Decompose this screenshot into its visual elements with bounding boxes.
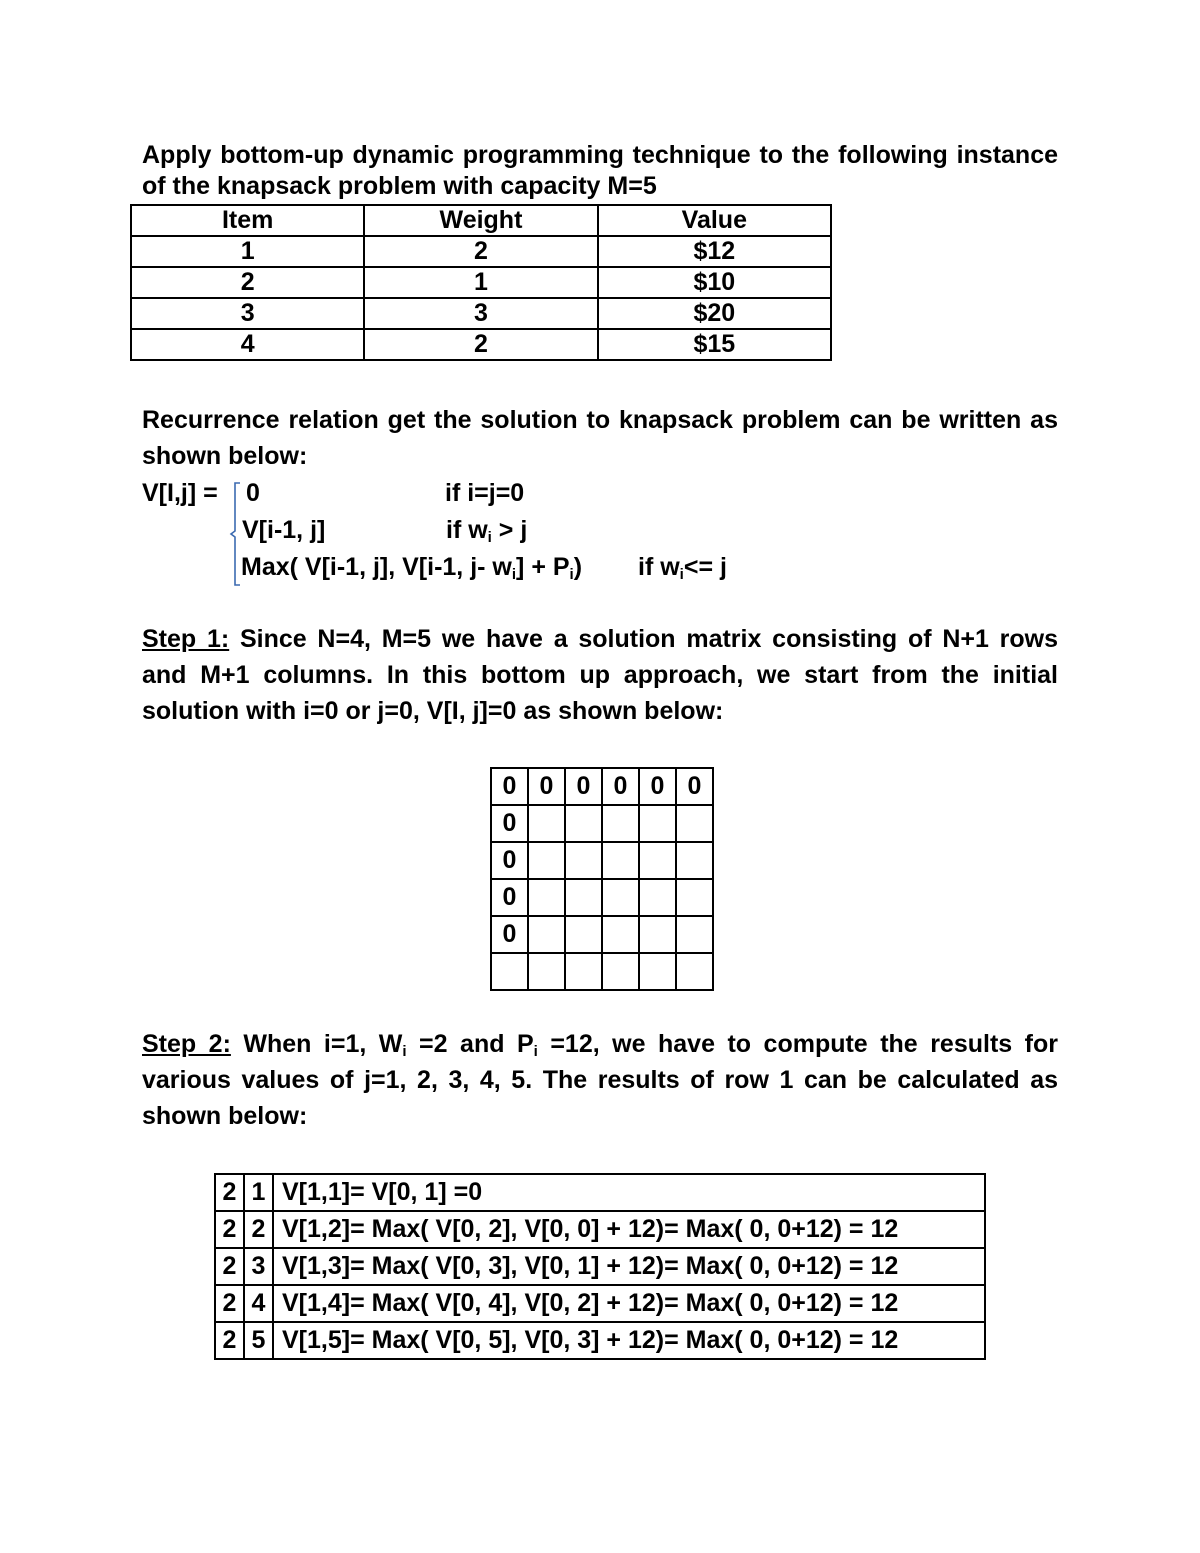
calc-j-cell: 5	[244, 1322, 273, 1359]
matrix-cell	[602, 953, 639, 990]
table-row	[491, 768, 713, 805]
case3-condition	[638, 552, 727, 582]
matrix-cell: 0	[528, 768, 565, 805]
value-cell: $10	[598, 267, 831, 298]
header-weight: Weight	[364, 205, 597, 236]
step2-label: Step 2:	[142, 1030, 231, 1058]
case2-cond-sub: i	[487, 529, 492, 546]
table-row	[215, 1285, 985, 1322]
recurrence-lhs: V[I,j] =	[142, 479, 218, 507]
matrix-cell	[565, 879, 602, 916]
step1-text: Since N=4, M=5 we have a solution matrix consisting of N+1 rows and M+1 columns. In this bottom up approach, we start from the initial solution with i=0 or j=0, V[I, j]=0 as shown below:	[142, 625, 1058, 725]
calc-i-cell: 2	[215, 1322, 244, 1359]
item-cell: 3	[131, 298, 364, 329]
case3-post: )	[573, 553, 583, 581]
weight-cell: 2	[364, 236, 597, 267]
case2-value: V[i-1, j]	[242, 516, 326, 544]
calc-formula-cell: V[1,1]= V[0, 1] =0	[273, 1174, 985, 1211]
calc-j-cell: 2	[244, 1211, 273, 1248]
item-cell: 4	[131, 329, 364, 360]
calc-formula-cell: V[1,5]= Max( V[0, 5], V[0, 3] + 12)= Max( 0, 0+12) = 12	[273, 1322, 985, 1359]
matrix-cell	[639, 842, 676, 879]
table-row	[491, 805, 713, 842]
value-cell: $20	[598, 298, 831, 329]
matrix-cell: 0	[491, 879, 528, 916]
matrix-cell	[676, 842, 713, 879]
step2-sub1: i	[402, 1043, 407, 1060]
step1-paragraph	[142, 621, 1058, 729]
items-table	[130, 204, 832, 361]
case3-cond-post: <= j	[683, 553, 727, 581]
matrix-cell	[602, 879, 639, 916]
matrix-cell	[565, 805, 602, 842]
calc-i-cell: 2	[215, 1248, 244, 1285]
calc-formula-cell: V[1,2]= Max( V[0, 2], V[0, 0] + 12)= Max( 0, 0+12) = 12	[273, 1211, 985, 1248]
step2-t2: =2 and P	[406, 1030, 534, 1058]
calc-i-cell: 2	[215, 1211, 244, 1248]
weight-cell: 1	[364, 267, 597, 298]
matrix-cell	[528, 879, 565, 916]
step1-label: Step 1:	[142, 625, 230, 653]
matrix-cell	[565, 916, 602, 953]
case3-value	[241, 552, 582, 582]
step2-t1: When i=1, W	[230, 1030, 403, 1058]
case3-cond-pre: if w	[638, 553, 680, 581]
matrix-cell	[528, 842, 565, 879]
case1-condition: if i=j=0	[445, 479, 525, 507]
step2-paragraph	[142, 1026, 1058, 1134]
matrix-cell: 0	[639, 768, 676, 805]
value-cell: $15	[598, 329, 831, 360]
item-cell: 1	[131, 236, 364, 267]
calc-j-cell: 1	[244, 1174, 273, 1211]
matrix-cell	[602, 916, 639, 953]
matrix-cell	[676, 953, 713, 990]
row1-calculation-table	[214, 1173, 986, 1360]
matrix-cell	[528, 916, 565, 953]
matrix-cell: 0	[676, 768, 713, 805]
table-row	[491, 953, 713, 990]
step2-sub2: i	[533, 1043, 538, 1060]
case2-cond-post: > j	[491, 516, 528, 544]
header-value: Value	[598, 205, 831, 236]
matrix-cell	[602, 805, 639, 842]
case3-sub1: i	[511, 566, 517, 583]
matrix-cell: 0	[491, 916, 528, 953]
calc-j-cell: 4	[244, 1285, 273, 1322]
matrix-cell: 0	[491, 805, 528, 842]
matrix-cell	[676, 916, 713, 953]
case1-value: 0	[246, 479, 260, 507]
recurrence-paragraph: Recurrence relation get the solution to knapsack problem can be written as shown below:	[142, 406, 1058, 470]
matrix-cell	[639, 953, 676, 990]
weight-cell: 2	[364, 329, 597, 360]
table-row	[215, 1322, 985, 1359]
table-row	[131, 267, 831, 298]
brace-icon	[229, 481, 241, 587]
intro-paragraph: Apply bottom-up dynamic programming technique to the following instance of the knapsack problem with capacity M=5	[142, 141, 1058, 200]
table-row	[215, 1211, 985, 1248]
matrix-cell	[676, 805, 713, 842]
weight-cell: 3	[364, 298, 597, 329]
calc-formula-cell: V[1,4]= Max( V[0, 4], V[0, 2] + 12)= Max( 0, 0+12) = 12	[273, 1285, 985, 1322]
value-cell: $12	[598, 236, 831, 267]
matrix-cell	[565, 842, 602, 879]
calc-i-cell: 2	[215, 1174, 244, 1211]
matrix-cell: 0	[602, 768, 639, 805]
matrix-cell: 0	[491, 768, 528, 805]
calc-formula-cell: V[1,3]= Max( V[0, 3], V[0, 1] + 12)= Max( 0, 0+12) = 12	[273, 1248, 985, 1285]
table-row	[131, 236, 831, 267]
matrix-cell: 0	[491, 842, 528, 879]
matrix-cell	[565, 953, 602, 990]
table-row	[131, 298, 831, 329]
case3-pre: Max( V[i-1, j], V[i-1, j- w	[241, 553, 512, 581]
case2-cond-pre: if w	[446, 516, 488, 544]
table-row	[491, 916, 713, 953]
matrix-cell	[491, 953, 528, 990]
matrix-cell	[528, 805, 565, 842]
table-row	[215, 1174, 985, 1211]
case3-sub2: i	[569, 566, 574, 583]
item-cell: 2	[131, 267, 364, 298]
matrix-cell: 0	[565, 768, 602, 805]
matrix-cell	[639, 916, 676, 953]
table-row	[491, 842, 713, 879]
table-row	[491, 879, 713, 916]
step2-t3: =12, we have to compute the results for various values of j=1, 2, 3, 4, 5. The results of row 1 can be calculated as shown below:	[142, 1030, 1058, 1130]
calc-i-cell: 2	[215, 1285, 244, 1322]
matrix-cell	[676, 879, 713, 916]
calc-j-cell: 3	[244, 1248, 273, 1285]
table-row	[131, 329, 831, 360]
header-item: Item	[131, 205, 364, 236]
table-row	[215, 1248, 985, 1285]
case3-mid: ] + P	[516, 553, 570, 581]
case2-condition	[446, 515, 527, 545]
matrix-cell	[639, 805, 676, 842]
matrix-cell	[602, 842, 639, 879]
matrix-cell	[639, 879, 676, 916]
case3-cond-sub: i	[679, 566, 684, 583]
items-table-header-row	[131, 205, 831, 236]
matrix-cell	[528, 953, 565, 990]
solution-matrix	[490, 767, 714, 991]
